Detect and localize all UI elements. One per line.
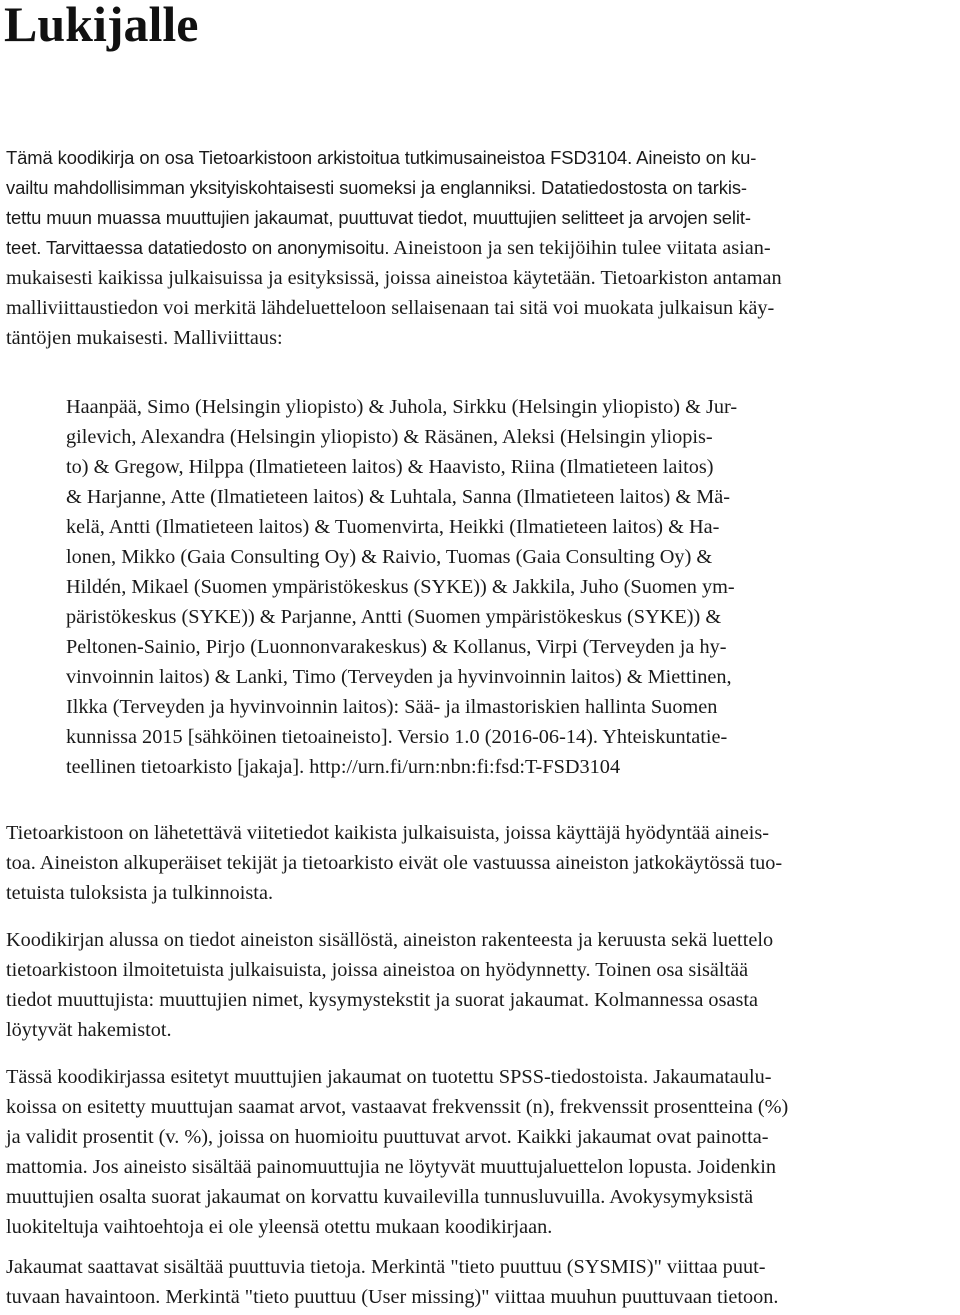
intro-line [6,323,956,353]
page-title: Lukijalle [4,0,199,52]
intro-line-part: Tietoarkiston antaman [595,267,782,289]
intro-line [6,263,956,293]
paragraph-line: Tietoarkistoon on lähetettävä viitetiedot kaikista julkaisuista, joissa käyttäjä hyödyntää aineis- [6,822,770,844]
paragraph-line: tietoarkistoon ilmoitetuista julkaisuista, joissa aineistoa on hyödynnetty. Toinen osa sisältää [6,959,749,981]
paragraph-line: toa. Aineiston alkuperäiset tekijät ja tietoarkisto eivät ole vastuussa aineiston jatkokäytössä tuo- [6,852,783,874]
citation-line: Haanpää, Simo (Helsingin yliopisto) & Juhola, Sirkku (Helsingin yliopisto) & Jur- [66,396,738,418]
intro-line: tettu muun muassa muuttujien jakaumat, puuttuvat tiedot, muuttujien selitteet ja arvojen selit- [6,207,751,228]
citation-line: vinvoinnin laitos) & Lanki, Timo (Terveyden ja hyvinvoinnin laitos) & Miettinen, [66,666,732,688]
paragraph-line: tetuista tuloksista ja tulkinnoista. [6,882,274,904]
paragraph-line: Koodikirjan alussa on tiedot aineiston sisällöstä, aineiston rakenteesta ja keruusta sekä luettelo [6,929,774,951]
intro-line-part: Malliviittaus: [168,327,283,349]
citation-line: Peltonen-Sainio, Pirjo (Luonnonvarakeskus) & Kollanus, Virpi (Terveyden ja hy- [66,636,727,658]
paragraph-line: tuvaan havaintoon. Merkintä "tieto puuttuu (User missing)" viittaa muuhun puuttuvaan tietoon. [6,1286,779,1308]
intro-line-part: teet. Tarvittaessa datatiedosto on anonymisoitu. [6,237,390,258]
paragraph-line: koissa on esitetty muuttujan saamat arvot, vastaavat frekvenssit (n), frekvenssit prosentteina (%) [6,1096,789,1118]
citation-line: & Harjanne, Atte (Ilmatieteen laitos) & Luhtala, Sanna (Ilmatieteen laitos) & Mä- [66,486,730,508]
intro-line-part: mukaisesti kaikissa julkaisuissa ja esityksissä, joissa aineistoa käytetään. [6,267,596,289]
intro-line: vailtu mahdollisimman yksityiskohtaisesti suomeksi ja englanniksi. Datatiedostosta on tarkis- [6,177,747,198]
citation-line: Hildén, Mikael (Suomen ympäristökeskus (SYKE)) & Jakkila, Juho (Suomen ym- [66,576,735,598]
intro-line-part: täntöjen mukaisesti. [6,327,169,349]
paragraph-line: ja validit prosentit (v. %), joissa on huomioitu puuttuvat arvot. Kaikki jakaumat ovat painotta- [6,1126,769,1148]
citation-line: lonen, Mikko (Gaia Consulting Oy) & Raivio, Tuomas (Gaia Consulting Oy) & [66,546,713,568]
citation-line: kunnissa 2015 [sähköinen tietoaineisto]. Versio 1.0 (2016-06-14). Yhteiskuntatie- [66,726,728,748]
paragraph-line: tiedot muuttujista: muuttujien nimet, kysymystekstit ja suorat jakaumat. Kolmannessa osasta [6,989,758,1011]
citation-line: to) & Gregow, Hilppa (Ilmatieteen laitos) & Haavisto, Riina (Ilmatieteen laitos) [66,456,714,478]
citation-line: päristökeskus (SYKE)) & Parjanne, Antti (Suomen ympäristökeskus (SYKE)) & [66,606,722,628]
paragraph-line: löytyvät hakemistot. [6,1019,172,1041]
citation-line: gilevich, Alexandra (Helsingin yliopisto) & Räsänen, Aleksi (Helsingin yliopis- [66,426,713,448]
paragraph-line: Tässä koodikirjassa esitetyt muuttujien jakaumat on tuotettu SPSS-tiedostoista. Jakaumataulu- [6,1066,772,1088]
paragraph-line: mattomia. Jos aineisto sisältää painomuuttujia ne löytyvät muuttujaluettelon lopusta. Joidenkin [6,1156,777,1178]
intro-line [6,233,956,263]
intro-line: malliviittaustiedon voi merkitä lähdeluetteloon sellaisenaan tai sitä voi muokata julkaisun käy- [6,297,775,319]
paragraph-line: muuttujien osalta suorat jakaumat on korvattu kuvailevilla tunnusluvuilla. Avokysymyksistä [6,1186,754,1208]
citation-line: Ilkka (Terveyden ja hyvinvoinnin laitos): Sää- ja ilmastoriskien hallinta Suomen [66,696,718,718]
paragraph-line: Jakaumat saattavat sisältää puuttuvia tietoja. Merkintä "tieto puuttuu (SYSMIS)" viittaa puut- [6,1256,766,1278]
citation-line: kelä, Antti (Ilmatieteen laitos) & Tuomenvirta, Heikki (Ilmatieteen laitos) & Ha- [66,516,720,538]
intro-line: Tämä koodikirja on osa Tietoarkistoon arkistoitua tutkimusaineistoa FSD3104. Aineisto on ku- [6,147,757,168]
citation-line: teellinen tietoarkisto [jakaja]. http://urn.fi/urn:nbn:fi:fsd:T-FSD3104 [66,756,621,778]
intro-line-part: Aineistoon ja sen tekijöihin tulee viitata asian- [389,237,771,259]
paragraph-line: luokiteltuja vaihtoehtoja ei ole yleensä otettu mukaan koodikirjaan. [6,1216,553,1238]
